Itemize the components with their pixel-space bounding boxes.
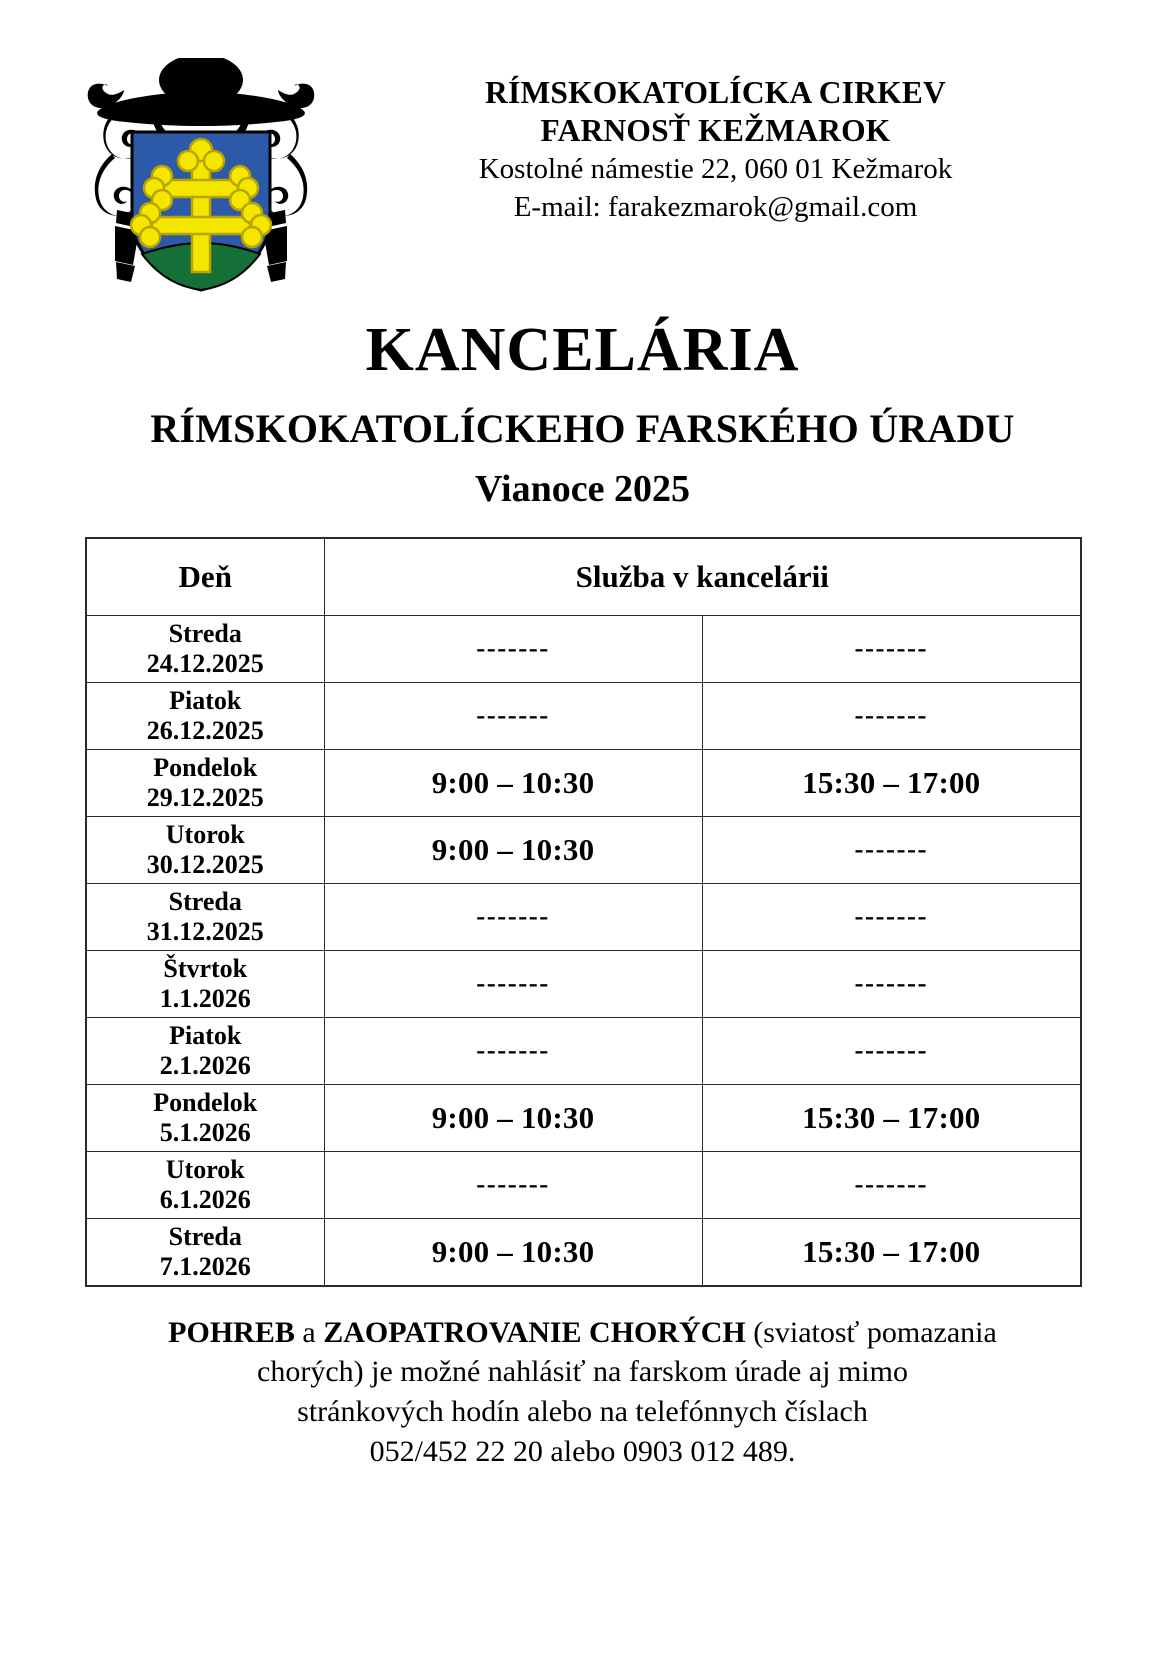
footer-line-2: chorých) je možné nahlásiť na farskom úrade aj mimo: [257, 1355, 908, 1389]
day-cell: [86, 682, 324, 749]
morning-hours: -------: [324, 1017, 702, 1084]
day-date: 30.12.2025: [146, 849, 264, 879]
footer-note: [103, 1313, 1063, 1471]
schedule-table-container: [85, 537, 1080, 1287]
day-cell: [86, 749, 324, 816]
footer-bold-zaopatrovanie: ZAOPATROVANIE CHORÝCH: [323, 1315, 746, 1349]
season-title: Vianoce 2025: [475, 468, 690, 511]
morning-hours: -------: [324, 950, 702, 1017]
day-date: 31.12.2025: [146, 916, 264, 946]
afternoon-hours: -------: [702, 682, 1081, 749]
org-name-line1: RÍMSKOKATOLÍCKA CIRKEV: [485, 75, 946, 110]
day-name: Streda: [168, 618, 242, 648]
morning-hours: 9:00 – 10:30: [324, 1084, 702, 1151]
morning-hours: -------: [324, 615, 702, 682]
day-name: Štvrtok: [163, 953, 248, 983]
footer-line-1: [103, 1313, 1063, 1353]
table-row: [86, 883, 1081, 950]
day-date: 26.12.2025: [146, 715, 264, 745]
day-date: 1.1.2026: [159, 983, 251, 1013]
afternoon-hours: -------: [702, 1017, 1081, 1084]
table-row: [86, 816, 1081, 883]
table-row: [86, 1017, 1081, 1084]
day-date: 2.1.2026: [159, 1050, 251, 1080]
day-name: Pondelok: [153, 1087, 258, 1117]
org-name-line2: FARNOSŤ KEŽMAROK: [540, 113, 891, 149]
morning-hours: 9:00 – 10:30: [324, 749, 702, 816]
afternoon-hours: -------: [702, 615, 1081, 682]
afternoon-hours: -------: [702, 950, 1081, 1017]
day-name: Streda: [168, 886, 242, 916]
day-cell: [86, 1017, 324, 1084]
day-date: 29.12.2025: [146, 782, 264, 812]
day-cell: [86, 1084, 324, 1151]
day-date: 5.1.2026: [159, 1117, 251, 1147]
org-address: Kostolné námestie 22, 060 01 Kežmarok: [478, 152, 953, 185]
page-title: KANCELÁRIA: [365, 316, 800, 384]
table-row: [86, 950, 1081, 1017]
footer-phone-numbers: 052/452 22 20 alebo 0903 012 489.: [369, 1434, 796, 1468]
table-row: [86, 749, 1081, 816]
organization-block: [332, 52, 1125, 226]
crest-container: [70, 52, 332, 296]
column-header-day: Deň: [86, 538, 324, 616]
office-hours-table: [85, 537, 1082, 1287]
column-header-service: Služba v kancelárii: [324, 538, 1081, 616]
day-name: Pondelok: [153, 752, 258, 782]
afternoon-hours: 15:30 – 17:00: [702, 1084, 1081, 1151]
day-date: 6.1.2026: [159, 1184, 251, 1214]
table-row: [86, 682, 1081, 749]
page-subtitle: RÍMSKOKATOLÍCKEHO FARSKÉHO ÚRADU: [150, 406, 1015, 452]
day-cell: [86, 1218, 324, 1286]
table-header-row: [86, 538, 1081, 616]
day-name: Piatok: [169, 685, 242, 715]
day-cell: [86, 816, 324, 883]
day-cell: [86, 883, 324, 950]
day-name: Piatok: [169, 1020, 242, 1050]
org-email: E-mail: farakezmarok@gmail.com: [513, 190, 918, 223]
day-cell: [86, 615, 324, 682]
morning-hours: -------: [324, 883, 702, 950]
table-row: [86, 1218, 1081, 1286]
morning-hours: -------: [324, 1151, 702, 1218]
morning-hours: 9:00 – 10:30: [324, 1218, 702, 1286]
table-row: [86, 615, 1081, 682]
afternoon-hours: -------: [702, 1151, 1081, 1218]
afternoon-hours: -------: [702, 883, 1081, 950]
morning-hours: 9:00 – 10:30: [324, 816, 702, 883]
day-name: Utorok: [165, 1154, 245, 1184]
footer-line-3: stránkových hodín alebo na telefónnych číslach: [297, 1395, 868, 1429]
day-cell: [86, 950, 324, 1017]
table-row: [86, 1084, 1081, 1151]
table-head: [86, 538, 1081, 616]
afternoon-hours: 15:30 – 17:00: [702, 1218, 1081, 1286]
day-name: Streda: [168, 1221, 242, 1251]
table-body: [86, 615, 1081, 1286]
afternoon-hours: 15:30 – 17:00: [702, 749, 1081, 816]
footer-line1-tail: (sviatosť pomazania: [745, 1315, 997, 1349]
day-date: 7.1.2026: [159, 1251, 251, 1281]
day-name: Utorok: [165, 819, 245, 849]
morning-hours: -------: [324, 682, 702, 749]
footer-conjunction: a: [294, 1315, 324, 1349]
footer-bold-pohreb: POHREB: [168, 1315, 295, 1349]
document-header: [0, 0, 1165, 296]
afternoon-hours: -------: [702, 816, 1081, 883]
day-cell: [86, 1151, 324, 1218]
table-row: [86, 1151, 1081, 1218]
coat-of-arms-icon: [78, 58, 324, 296]
day-date: 24.12.2025: [146, 648, 264, 678]
